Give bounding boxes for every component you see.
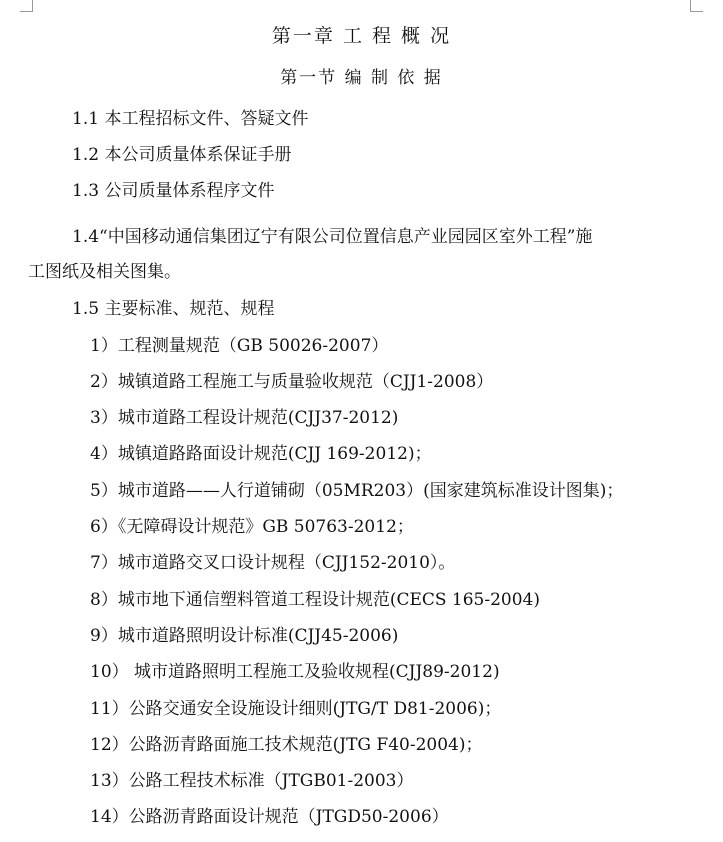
page-corner-mark-left [20,0,33,12]
basis-item-1-1: 1.1 本工程招标文件、答疑文件 [72,109,309,129]
standard-item-4: 4）城镇道路路面设计规范(CJJ 169-2012)； [90,444,432,464]
standard-item-1: 1）工程测量规范（GB 50026-2007） [90,336,389,356]
standard-item-7: 7）城市道路交叉口设计规程（CJJ152-2010）。 [90,553,456,573]
basis-item-1-4-line1: 1.4“中国移动通信集团辽宁有限公司位置信息产业园园区室外工程”施 [72,227,593,247]
standard-item-8: 8）城市地下通信塑料管道工程设计规范(CECS 165-2004) [90,590,541,610]
standard-item-5: 5）城市道路——人行道铺砌（05MR203）(国家建筑标准设计图集)； [90,481,624,501]
section-title: 第一节 编 制 依 据 [280,68,443,88]
basis-item-1-4-line2: 工图纸及相关图集。 [28,262,181,282]
basis-item-1-5-heading: 1.5 主要标准、规范、规程 [72,299,275,319]
standard-item-6: 6）《无障碍设计规范》GB 50763-2012； [90,517,414,537]
standard-item-9: 9）城市道路照明设计标准(CJJ45-2006) [90,626,399,646]
page-corner-mark-right [690,0,703,12]
basis-item-1-3: 1.3 公司质量体系程序文件 [72,181,275,201]
basis-item-1-2: 1.2 本公司质量体系保证手册 [72,145,292,165]
standard-item-3: 3）城市道路工程设计规范(CJJ37-2012) [90,408,399,428]
standard-item-12: 12）公路沥青路面施工技术规范(JTG F40-2004)； [90,735,483,755]
standard-item-2: 2）城镇道路工程施工与质量验收规范（CJJ1-2008） [90,372,494,392]
standard-item-10: 10） 城市道路照明工程施工及验收规程(CJJ89-2012) [90,662,500,682]
standard-item-13: 13）公路工程技术标准（JTGB01-2003） [90,771,414,791]
standard-item-14: 14）公路沥青路面设计规范（JTGD50-2006） [90,807,449,827]
chapter-title: 第一章 工 程 概 况 [271,25,452,47]
standard-item-11: 11）公路交通安全设施设计细则(JTG/T D81-2006)； [90,699,502,719]
